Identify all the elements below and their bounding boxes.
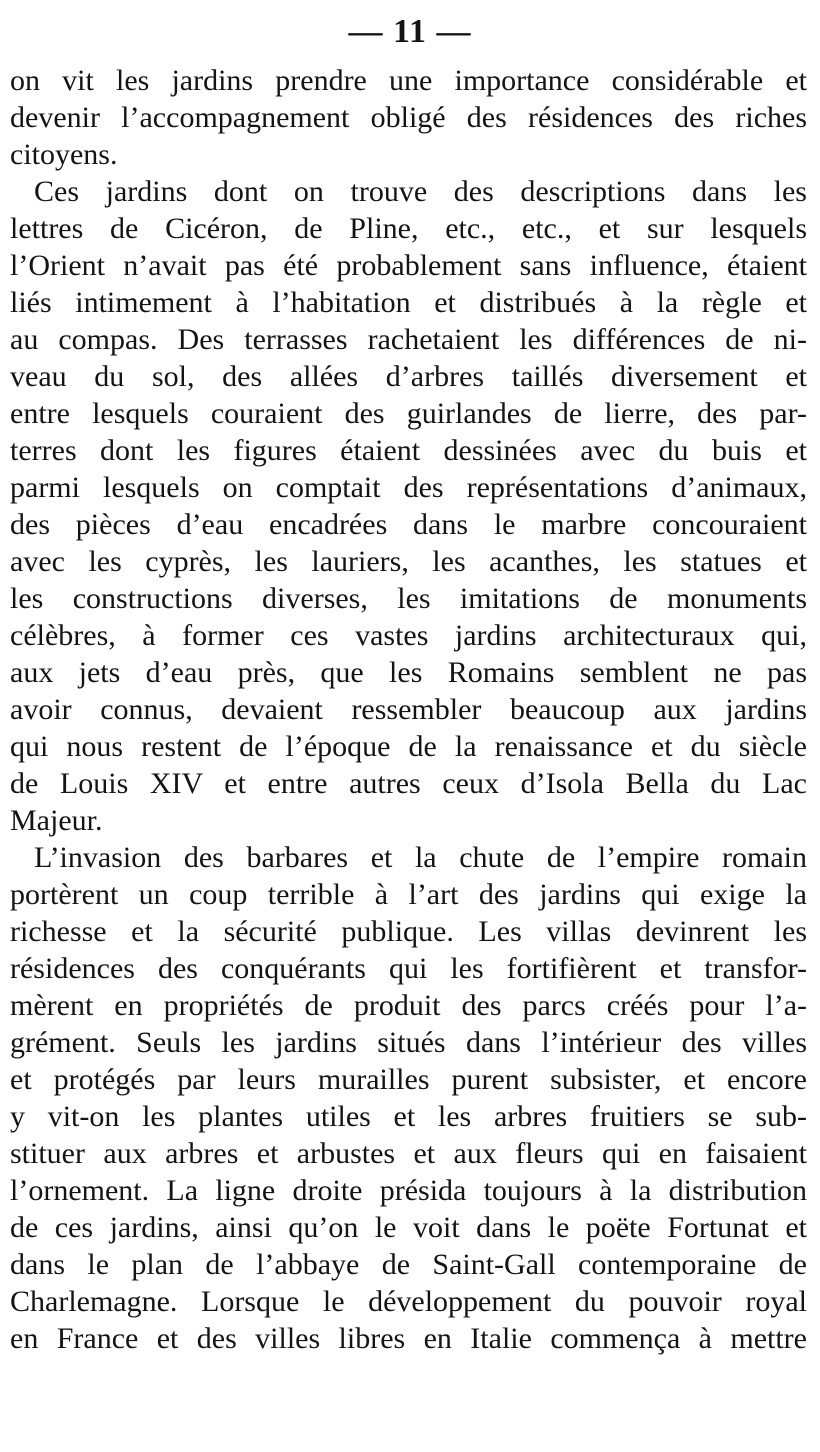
text-line: au compas. Des terrasses rachetaient les différences de ni- <box>10 323 807 356</box>
text-line: Majeur. <box>10 804 103 837</box>
text-line: l’Orient n’avait pas été probablement sans influence, étaient <box>10 249 807 282</box>
page-number: — 11 — <box>348 13 472 50</box>
text-line: dans le plan de l’abbaye de Saint-Gall contemporaine de <box>10 1248 807 1281</box>
text-line: aux jets d’eau près, que les Romains semblent ne pas <box>10 656 807 689</box>
text-line: en France et des villes libres en Italie commença à mettre <box>10 1322 807 1355</box>
text-line: parmi lesquels on comptait des représentations d’animaux, <box>10 471 807 504</box>
text-line: entre lesquels couraient des guirlandes de lierre, des par- <box>10 397 807 430</box>
text-line: et protégés par leurs murailles purent subsister, et encore <box>10 1063 807 1096</box>
text-line: résidences des conquérants qui les fortifièrent et transfor- <box>10 952 807 985</box>
text-line: lettres de Cicéron, de Pline, etc., etc., et sur lesquels <box>10 212 807 245</box>
text-line: veau du sol, des allées d’arbres taillés diversement et <box>10 360 807 393</box>
text-line: terres dont les figures étaient dessinées avec du buis et <box>10 434 807 467</box>
text-line: y vit-on les plantes utiles et les arbres fruitiers se sub- <box>10 1100 807 1133</box>
text-line: devenir l’accompagnement obligé des résidences des riches <box>10 101 807 134</box>
body-text <box>10 62 807 1357</box>
text-line: de Louis XIV et entre autres ceux d’Isola Bella du Lac <box>10 767 807 800</box>
text-line: avec les cyprès, les lauriers, les acanthes, les statues et <box>10 545 807 578</box>
text-line: Ces jardins dont on trouve des descriptions dans les <box>34 175 807 208</box>
text-line: célèbres, à former ces vastes jardins architecturaux qui, <box>10 619 807 652</box>
text-line: Charlemagne. Lorsque le développement du pouvoir royal <box>10 1285 807 1318</box>
text-line: qui nous restent de l’époque de la renaissance et du siècle <box>10 730 807 763</box>
text-line: l’ornement. La ligne droite présida toujours à la distribution <box>10 1174 807 1207</box>
text-line: de ces jardins, ainsi qu’on le voit dans le poëte Fortunat et <box>10 1211 807 1244</box>
text-line: on vit les jardins prendre une importance considérable et <box>10 64 807 97</box>
text-line: liés intimement à l’habitation et distribués à la règle et <box>10 286 807 319</box>
text-line: richesse et la sécurité publique. Les villas devinrent les <box>10 915 807 948</box>
text-line: portèrent un coup terrible à l’art des jardins qui exige la <box>10 878 807 911</box>
text-line: L’invasion des barbares et la chute de l’empire romain <box>34 841 807 874</box>
text-line: grément. Seuls les jardins situés dans l’intérieur des villes <box>10 1026 807 1059</box>
text-line: stituer aux arbres et arbustes et aux fleurs qui en faisaient <box>10 1137 807 1170</box>
text-line: citoyens. <box>10 138 118 171</box>
text-line: avoir connus, devaient ressembler beaucoup aux jardins <box>10 693 807 726</box>
text-line: les constructions diverses, les imitations de monuments <box>10 582 807 615</box>
text-line: mèrent en propriétés de produit des parcs créés pour l’a- <box>10 989 807 1022</box>
text-line: des pièces d’eau encadrées dans le marbre concouraient <box>10 508 807 541</box>
